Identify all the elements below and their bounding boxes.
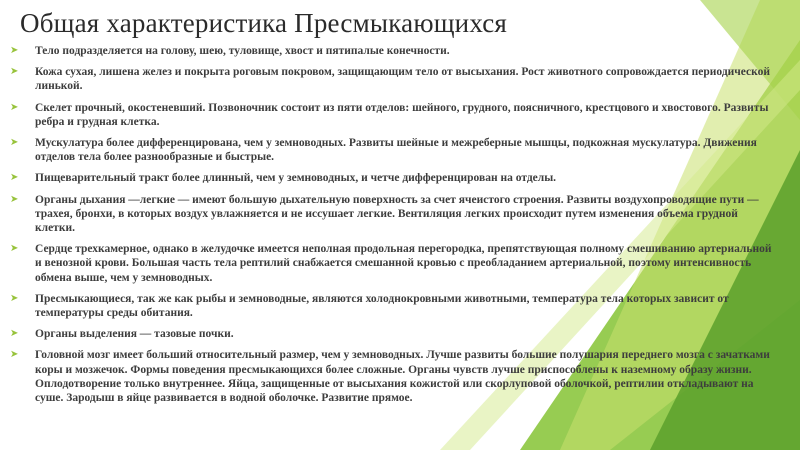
bullet-text: Кожа сухая, лишена желез и покрыта роговым покровом, защищающим тело от высыхания. Рост животного сопровождается периодической линькой. bbox=[35, 66, 770, 93]
bullet-text: Тело подразделяется на голову, шею, туловище, хвост и пятипалые конечности. bbox=[35, 45, 450, 57]
bullet-item bbox=[8, 292, 780, 320]
bullet-item bbox=[8, 44, 780, 58]
bullet-text: Пресмыкающиеся, так же как рыбы и земноводные, являются холоднокровными животными, температура тела которых зависит от температуры среды обитания. bbox=[35, 292, 729, 320]
bullet-item bbox=[8, 242, 780, 285]
bullet-item bbox=[8, 348, 780, 405]
bullet-text: Головной мозг имеет больший относительный размер, чем у земноводных. Лучше развиты большие полушария переднего мозга с зачатками коры и мозжечок. Формы поведения пресмыкающихся более сложные. Органы чувств лучше приспособлены к наземному образу жизни. bbox=[35, 349, 770, 376]
bullet-arrow-icon: ➤ bbox=[10, 172, 19, 184]
bullet-arrow-icon: ➤ bbox=[10, 193, 19, 205]
bullet-arrow-icon: ➤ bbox=[10, 349, 19, 361]
bullet-text: Мускулатура более дифференцирована, чем у земноводных. Развиты шейные и межреберные мышцы, подкожная мускулатура. Движения отделов тела более разнообразные и быстрые. bbox=[35, 137, 757, 164]
bullet-item bbox=[8, 101, 780, 129]
bullet-item bbox=[8, 136, 780, 164]
bullet-arrow-icon: ➤ bbox=[10, 137, 19, 149]
bullet-arrow-icon: ➤ bbox=[10, 101, 19, 113]
bullet-text: Сердце трехкамерное, однако в желудочке имеется неполная продольная перегородка, препятствующая полному смешиванию артериальной и венозной крови. Большая часть тела рептилий снабжается смешанной кровью с преобладанием артериальной, поэтому интенсивность обмена выше, чем у земноводных. bbox=[35, 243, 772, 284]
bullet-item bbox=[8, 193, 780, 236]
bullet-arrow-icon: ➤ bbox=[10, 328, 19, 340]
bullet-arrow-icon: ➤ bbox=[10, 243, 19, 255]
slide-title: Общая характеристика Пресмыкающихся bbox=[20, 8, 508, 38]
bullet-arrow-icon: ➤ bbox=[10, 45, 19, 56]
bullet-text: Скелет прочный, окостеневший. Позвоночник состоит из пяти отделов: шейного, грудного, поясничного, крестцового и хвостового. Развиты ребра и грудная клетка. bbox=[35, 101, 769, 128]
bullet-arrow-icon: ➤ bbox=[10, 292, 19, 304]
bullet-item bbox=[8, 171, 780, 185]
bullet-text: Пищеварительный тракт более длинный, чем у земноводных, и четче дифференцирован на отделы. bbox=[35, 172, 557, 185]
bullet-item bbox=[8, 65, 780, 93]
bullet-arrow-icon: ➤ bbox=[10, 66, 19, 78]
bullet-list bbox=[8, 44, 780, 412]
bullet-text: Органы выделения — тазовые почки. bbox=[35, 328, 234, 341]
bullet-item bbox=[8, 327, 780, 341]
bullet-continuation-text: Оплодотворение только внутреннее. Яйца, защищенные от высыхания кожистой или скорлуповой оболочкой, рептилии откладывают на суше. Зародыш в яйце развивается в водной оболочке. Развитие прямое. bbox=[35, 377, 754, 405]
bullet-text: Органы дыхания —легкие — имеют большую дыхательную поверхность за счет ячеистого строения. Развиты воздухопроводящие пути — трахея, бронхи, в которых воздух увлажняется и не иссушает легкие. Вентиляция легких происходит путем изменения объема грудной клетки. bbox=[35, 193, 759, 235]
